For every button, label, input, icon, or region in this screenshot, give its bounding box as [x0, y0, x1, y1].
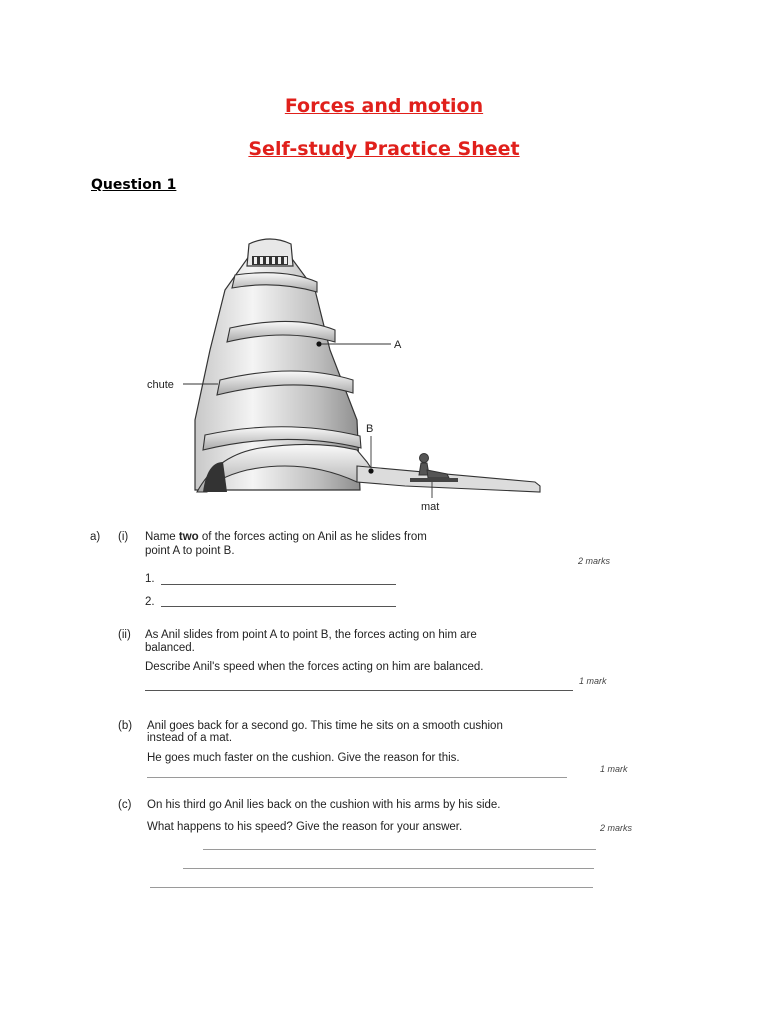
part-c-prompt: What happens to his speed? Give the reason for your answer.: [147, 821, 463, 833]
page-subtitle: Self-study Practice Sheet: [248, 138, 520, 160]
part-a-ii-text-line2: balanced.: [145, 642, 195, 654]
part-a-ii-num: (ii): [118, 629, 131, 641]
answer-2-label: 2.: [145, 596, 155, 608]
part-b-prompt: He goes much faster on the cushion. Give the reason for this.: [147, 752, 460, 764]
part-a-i-text-after: of the forces acting on Anil as he slides from: [198, 531, 427, 543]
part-c-answer-line-3[interactable]: [150, 887, 593, 888]
part-c-label: (c): [118, 799, 132, 811]
mat-shape: [410, 478, 458, 482]
part-b-label: (b): [118, 720, 133, 732]
answer-1-line[interactable]: [161, 584, 396, 585]
part-a-i-text-bold: two: [178, 531, 199, 543]
helter-skelter-diagram: [135, 230, 555, 520]
label-chute: chute: [147, 379, 174, 391]
part-a-label: a): [90, 531, 101, 543]
label-b: B: [366, 423, 374, 435]
part-b-text: Anil goes back for a second go. This time he sits on a smooth cushion: [147, 720, 503, 732]
page-title: Forces and motion: [284, 95, 484, 117]
part-c-answer-line-2[interactable]: [183, 868, 594, 869]
part-c-answer-line-1[interactable]: [203, 849, 596, 850]
answer-2-line[interactable]: [161, 606, 396, 607]
part-a-i-num: (i): [118, 531, 129, 543]
part-a-i-question-line2: point A to point B.: [145, 545, 235, 557]
part-b-marks: 1 mark: [600, 764, 628, 774]
answer-1-label: 1.: [145, 573, 155, 585]
part-a-i-marks: 2 marks: [578, 556, 611, 566]
question-heading: Question 1: [91, 177, 177, 193]
part-a-ii-text: As Anil slides from point A to point B, the forces acting on him are: [145, 629, 477, 641]
part-c-text: On his third go Anil lies back on the cushion with his arms by his side.: [147, 799, 501, 811]
part-a-ii-answer-line[interactable]: [145, 690, 573, 691]
part-b-text-line2: instead of a mat.: [147, 732, 233, 744]
label-mat: mat: [421, 501, 440, 513]
tower: [195, 239, 374, 492]
part-a-ii-marks: 1 mark: [579, 676, 607, 686]
point-b-marker: [368, 468, 373, 473]
part-b-answer-line[interactable]: [147, 777, 567, 778]
part-c-marks: 2 marks: [600, 823, 633, 833]
label-a: A: [394, 339, 402, 351]
anil-figure: [419, 454, 449, 479]
part-a-ii-prompt: Describe Anil's speed when the forces acting on him are balanced.: [145, 661, 484, 673]
part-a-i-question: [145, 531, 427, 543]
point-a-marker: [316, 341, 321, 346]
part-a-i-text-before: Name: [145, 531, 179, 543]
